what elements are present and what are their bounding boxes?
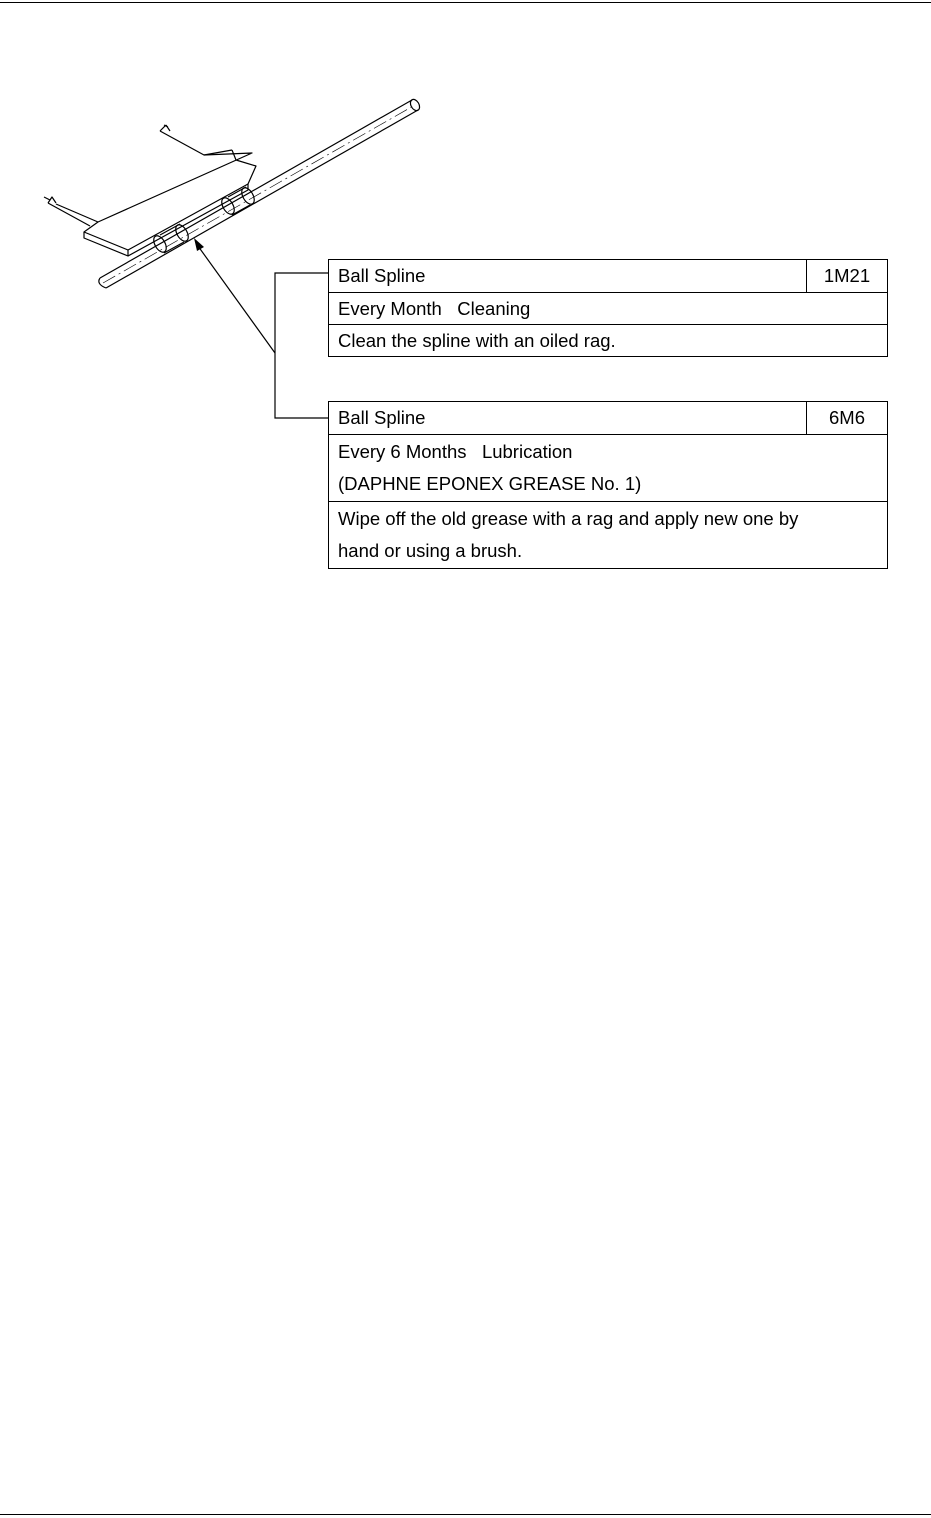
frame-plate — [44, 125, 256, 256]
interval-row — [329, 434, 887, 501]
arrow-head — [194, 238, 204, 251]
part-name: Ball Spline — [338, 265, 426, 286]
interval-text: Every 6 Months Lubrication — [338, 441, 573, 462]
maintenance-code: 1M21 — [806, 260, 887, 292]
maintenance-card-six-month — [328, 401, 888, 569]
page-bottom-rule — [0, 1514, 931, 1515]
spline-nuts — [151, 186, 257, 255]
callout-leader — [198, 246, 328, 418]
instruction-line-2: hand or using a brush. — [338, 540, 523, 561]
card-header — [329, 402, 887, 434]
instruction-line-1: Wipe off the old grease with a rag and apply new one by — [338, 508, 799, 529]
card-header — [329, 260, 887, 292]
maintenance-code: 6M6 — [806, 402, 887, 434]
interval-row: Every Month Cleaning — [329, 292, 887, 324]
instruction-row: Clean the spline with an oiled rag. — [329, 324, 887, 356]
maintenance-card-monthly — [328, 259, 888, 357]
instruction-row — [329, 501, 887, 568]
lubricant-text: (DAPHNE EPONEX GREASE No. 1) — [338, 473, 642, 494]
part-name: Ball Spline — [338, 407, 426, 428]
